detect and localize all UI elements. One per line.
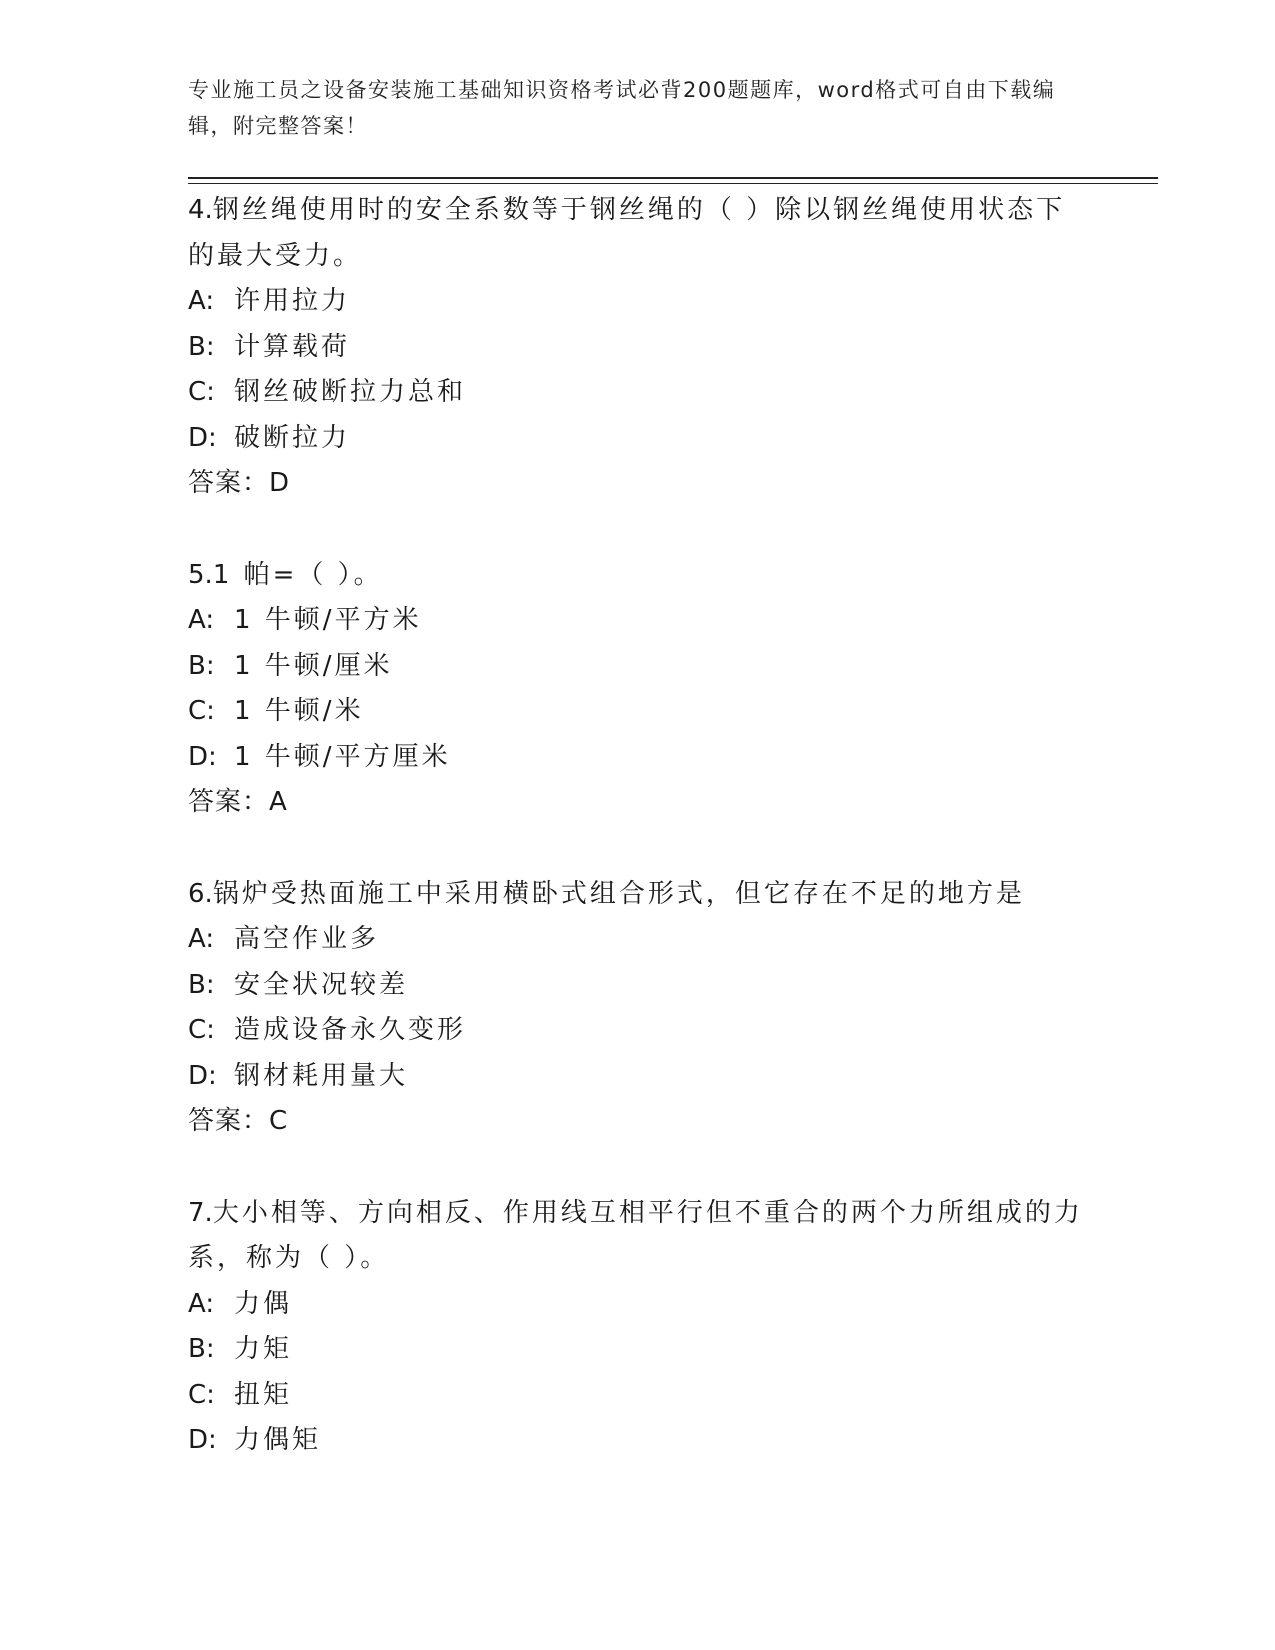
option-letter: C: <box>188 377 215 407</box>
header-divider-thin <box>188 183 1158 184</box>
question-number: 5. <box>188 559 213 590</box>
option-text: 造成设备永久变形 <box>234 1015 467 1045</box>
question-4 <box>188 188 1088 507</box>
answer-line: 答案：D <box>188 468 291 498</box>
option-text: 安全状况较差 <box>234 969 409 1000</box>
question-stem <box>188 188 1088 279</box>
option-a <box>188 1282 1088 1328</box>
option-letter: D: <box>188 1060 217 1091</box>
question-text: 钢丝绳使用时的安全系数等于钢丝绳的（ ）除以钢丝绳使用状态下的最大受力。 <box>188 195 1066 271</box>
option-text: 力偶矩 <box>234 1425 322 1455</box>
question-6 <box>188 872 1088 1145</box>
option-a <box>188 917 1088 963</box>
option-text: 扭矩 <box>234 1379 293 1410</box>
answer-line: 答案：C <box>188 1106 289 1136</box>
option-letter: C: <box>188 1015 215 1045</box>
question-text: 1 帕=（ ）。 <box>212 559 383 590</box>
option-c <box>188 370 1088 416</box>
question-text: 锅炉受热面施工中采用横卧式组合形式，但它存在不足的地方是 <box>212 878 1025 909</box>
option-b <box>188 644 1088 690</box>
option-text: 1 牛顿/米 <box>234 696 364 726</box>
option-d <box>188 1418 1088 1464</box>
option-text: 破断拉力 <box>234 422 351 453</box>
question-text: 大小相等、方向相反、作用线互相平行但不重合的两个力所组成的力系，称为（ ）。 <box>188 1197 1083 1273</box>
option-letter: D: <box>188 422 217 453</box>
question-number: 7. <box>188 1197 213 1228</box>
question-list <box>188 188 1088 1510</box>
option-text: 钢丝破断拉力总和 <box>234 377 467 407</box>
option-letter: A: <box>188 286 215 316</box>
option-c <box>188 689 1088 735</box>
question-number: 6. <box>188 878 213 909</box>
question-stem <box>188 1191 1088 1282</box>
option-d <box>188 735 1088 781</box>
question-stem <box>188 872 1088 918</box>
header-text: 专业施工员之设备安装施工基础知识资格考试必背200题题库，word格式可自由下载编辑，附完整答案！ <box>188 78 1056 138</box>
question-7 <box>188 1191 1088 1464</box>
option-d <box>188 416 1088 462</box>
option-letter: D: <box>188 1425 217 1455</box>
option-letter: B: <box>188 331 215 362</box>
option-a <box>188 279 1088 325</box>
question-5 <box>188 553 1088 826</box>
option-letter: A: <box>188 924 215 954</box>
option-letter: B: <box>188 650 215 681</box>
option-text: 高空作业多 <box>234 924 380 954</box>
option-text: 1 牛顿/平方米 <box>234 605 422 635</box>
option-text: 力偶 <box>234 1288 293 1319</box>
document-header <box>188 72 1088 144</box>
option-letter: A: <box>188 605 215 635</box>
option-text: 1 牛顿/厘米 <box>234 650 393 681</box>
option-text: 许用拉力 <box>234 286 351 316</box>
option-c <box>188 1373 1088 1419</box>
header-divider-thick <box>188 177 1158 179</box>
option-letter: B: <box>188 1334 215 1364</box>
option-letter: C: <box>188 696 215 726</box>
option-letter: C: <box>188 1379 215 1410</box>
option-letter: A: <box>188 1288 215 1319</box>
option-text: 1 牛顿/平方厘米 <box>234 741 451 772</box>
option-text: 计算载荷 <box>234 331 351 362</box>
option-b <box>188 325 1088 371</box>
question-number: 4. <box>188 195 213 225</box>
option-c <box>188 1008 1088 1054</box>
option-letter: B: <box>188 969 215 1000</box>
option-text: 钢材耗用量大 <box>234 1060 409 1091</box>
option-b <box>188 963 1088 1009</box>
option-a <box>188 598 1088 644</box>
answer-line: 答案：A <box>188 787 288 817</box>
option-text: 力矩 <box>234 1334 293 1364</box>
option-letter: D: <box>188 741 217 772</box>
question-stem <box>188 553 1088 599</box>
option-d <box>188 1054 1088 1100</box>
option-b <box>188 1327 1088 1373</box>
